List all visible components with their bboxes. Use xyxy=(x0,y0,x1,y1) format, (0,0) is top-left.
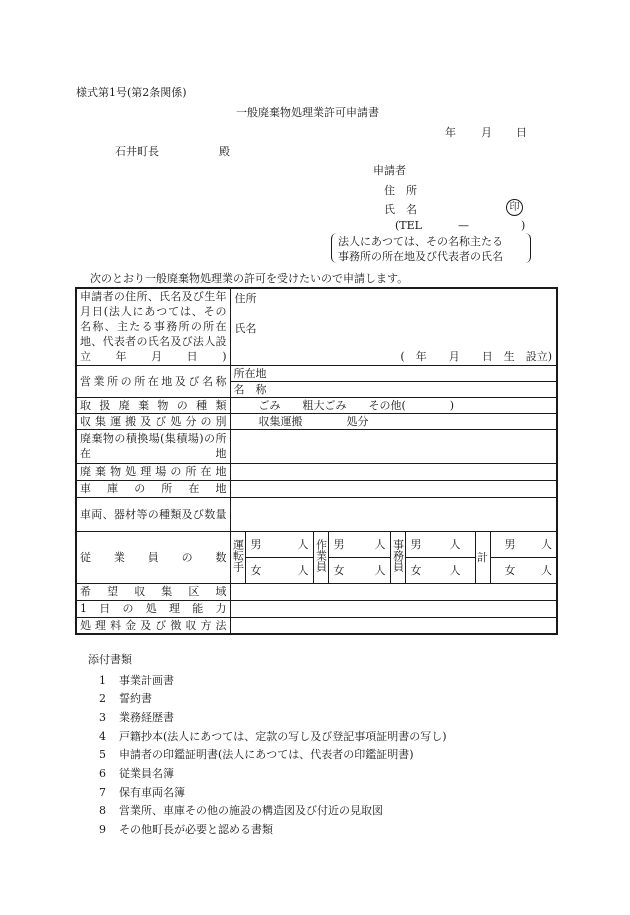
driver-label xyxy=(230,531,245,583)
attachment-text: その他町長が必要と認める書類 xyxy=(119,823,273,836)
office-male-label: 男 xyxy=(410,537,422,551)
vehicles-field[interactable] xyxy=(230,497,557,531)
office-staff-label xyxy=(390,531,405,583)
waste-type-label: 取扱廃棄物の種類 xyxy=(76,397,230,413)
total-label: 計 xyxy=(475,531,490,583)
attachment-number: 9 xyxy=(99,823,106,836)
total-male-unit: 人 xyxy=(541,537,552,551)
office-male-cell[interactable] xyxy=(405,531,475,557)
driver-label-text: 運転手 xyxy=(231,538,245,572)
date-day-label: 日 xyxy=(516,126,527,139)
attachment-number: 3 xyxy=(99,711,106,724)
worker-male-cell[interactable] xyxy=(328,531,390,557)
attachment-text: 申請者の印鑑証明書(法人にあつては、代表者の印鑑証明書) xyxy=(119,748,414,761)
attachment-item xyxy=(99,690,152,706)
attachment-number: 8 xyxy=(99,804,106,817)
disposal-site-field[interactable] xyxy=(230,463,557,480)
seal-mark: 印 xyxy=(506,199,523,216)
worker-female-cell[interactable] xyxy=(328,557,390,583)
driver-female-unit: 人 xyxy=(297,563,309,577)
form-number: 様式第1号(第2条関係) xyxy=(76,86,187,99)
attachment-item xyxy=(99,802,383,818)
driver-female-cell[interactable] xyxy=(245,557,313,583)
applicant-info-cell[interactable] xyxy=(230,288,557,365)
vehicles-label: 車両、器材等の種類及び数量 xyxy=(76,497,230,531)
attachments-heading: 添付書類 xyxy=(88,653,132,666)
corporation-note-line2: 事務所の所在地及び代表者の氏名 xyxy=(338,250,503,263)
worker-label xyxy=(313,531,328,583)
service-type-label: 収集運搬及び処分の別 xyxy=(76,413,230,429)
office-female-cell[interactable] xyxy=(405,557,475,583)
disposal-site-label: 廃棄物処理場の所在地 xyxy=(76,463,230,480)
applicant-name-field: 氏名 xyxy=(234,322,257,335)
tel-close: ) xyxy=(521,219,526,232)
office-female-label: 女 xyxy=(410,563,422,577)
date-year-label: 年 xyxy=(445,126,456,139)
attachment-text: 業務経歴書 xyxy=(119,711,174,724)
attachment-text: 戸籍抄本(法人にあつては、定款の写し及び登記事項証明書の写し) xyxy=(119,730,447,743)
tel-dash: — xyxy=(458,219,469,232)
attachment-number: 7 xyxy=(99,786,106,799)
driver-male-cell[interactable] xyxy=(245,531,313,557)
attachment-item xyxy=(99,784,185,800)
total-male-cell[interactable] xyxy=(490,531,557,557)
transfer-station-field[interactable] xyxy=(230,429,557,463)
corporation-note-line1: 法人にあつては、その名称主たる xyxy=(338,235,503,248)
daily-capacity-label: 1日の処理能力 xyxy=(76,600,230,617)
date-month-label: 月 xyxy=(481,126,492,139)
attachment-text: 事業計画書 xyxy=(119,674,174,687)
office-name-field[interactable]: 名 称 xyxy=(230,381,557,397)
office-location-label: 営業所の所在地及び名称 xyxy=(76,365,230,397)
applicant-info-label: 申請者の住所、氏名及び生年月日(法人にあつては、その名称、主たる事務所の所在地、代表者の氏名及び法人設立年月日) xyxy=(76,288,230,365)
office-location-field[interactable]: 所在地 xyxy=(230,365,557,381)
office-female-unit: 人 xyxy=(449,563,461,577)
applicant-address-label: 住 所 xyxy=(384,184,417,197)
attachment-number: 6 xyxy=(99,767,106,780)
application-table xyxy=(75,287,558,635)
waste-type-options[interactable]: ごみ 粗大ごみ その他( ) xyxy=(230,397,557,413)
corporation-note-bracket xyxy=(331,233,531,263)
birth-date-field: ( 年 月 日 生 設立) xyxy=(400,349,552,363)
driver-male-label: 男 xyxy=(250,537,262,551)
worker-male-label: 男 xyxy=(333,537,345,551)
worker-female-unit: 人 xyxy=(374,563,386,577)
total-female-label: 女 xyxy=(504,563,516,577)
fee-method-label: 処理料金及び徴収方法 xyxy=(76,617,230,634)
tel-label: (TEL xyxy=(395,219,422,232)
garage-location-field[interactable] xyxy=(230,480,557,497)
attachment-text: 保有車両名簿 xyxy=(119,786,185,799)
driver-female-label: 女 xyxy=(250,563,262,577)
intro-text: 次のとおり一般廃棄物処理業の許可を受けたいので申請します。 xyxy=(90,272,409,285)
employees-label: 従業員の数 xyxy=(76,531,230,583)
garage-location-label: 車庫の所在地 xyxy=(76,480,230,497)
attachment-number: 2 xyxy=(99,692,106,705)
worker-label-text: 作業員 xyxy=(314,538,328,572)
attachment-text: 営業所、車庫その他の施設の構造図及び付近の見取図 xyxy=(119,804,383,817)
collection-area-field[interactable] xyxy=(230,583,557,600)
daily-capacity-field[interactable] xyxy=(230,600,557,617)
worker-female-label: 女 xyxy=(333,563,345,577)
attachment-number: 5 xyxy=(99,748,106,761)
attachment-item xyxy=(99,746,414,762)
transfer-station-label: 廃棄物の積換場(集積場)の所在地 xyxy=(76,429,230,463)
attachment-item xyxy=(99,728,447,744)
honorific: 殿 xyxy=(219,145,230,158)
applicant-name-label: 氏 名 xyxy=(384,203,417,216)
worker-male-unit: 人 xyxy=(374,537,386,551)
office-staff-label-text: 事務員 xyxy=(391,538,405,572)
driver-male-unit: 人 xyxy=(297,537,309,551)
addressee: 石井町長 xyxy=(115,145,159,158)
applicant-heading: 申請者 xyxy=(373,164,406,177)
attachment-text: 従業員名簿 xyxy=(119,767,174,780)
applicant-address-field: 住所 xyxy=(234,292,257,305)
total-male-label: 男 xyxy=(504,537,516,551)
total-female-cell[interactable] xyxy=(490,557,557,583)
office-male-unit: 人 xyxy=(449,537,461,551)
attachment-number: 1 xyxy=(99,674,106,687)
total-female-unit: 人 xyxy=(541,563,552,577)
page-title: 一般廃棄物処理業許可申請書 xyxy=(236,106,379,119)
fee-method-field[interactable] xyxy=(230,617,557,634)
service-type-options[interactable]: 収集運搬 処分 xyxy=(230,413,557,429)
attachment-text: 誓約書 xyxy=(119,692,152,705)
attachment-item xyxy=(99,709,174,725)
attachment-item xyxy=(99,821,273,837)
attachment-number: 4 xyxy=(99,730,106,743)
collection-area-label: 希望収集区域 xyxy=(76,583,230,600)
attachment-item xyxy=(99,765,174,781)
attachment-item xyxy=(99,672,174,688)
